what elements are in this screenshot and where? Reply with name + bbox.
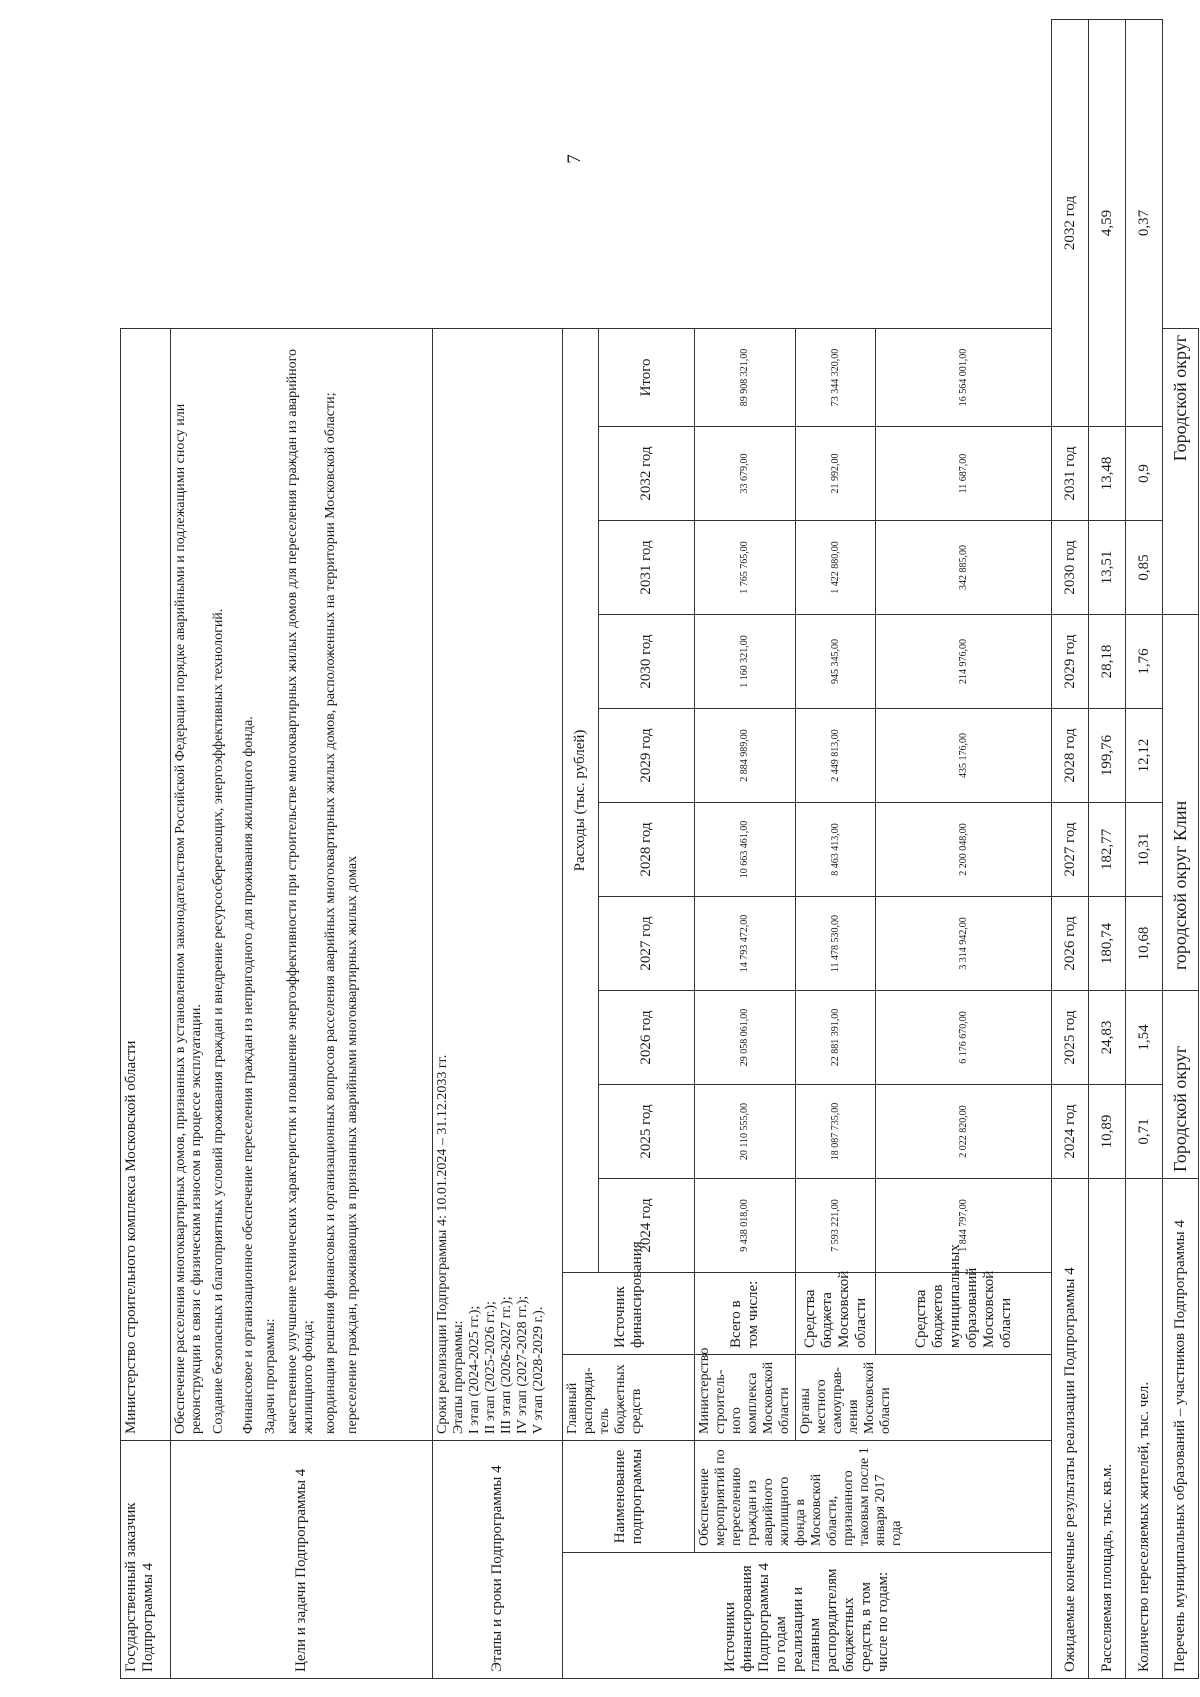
finance-municipal-cell: 435 176,00: [876, 709, 1052, 803]
result-people-cell: 10,31: [1126, 803, 1163, 897]
result-people-cell: 10,68: [1126, 897, 1163, 991]
stage-4: IV этап (2027-2028 гг.);: [515, 1295, 530, 1434]
finance-region-cell: 1 422 880,00: [796, 521, 876, 615]
result-people-cell: 1,76: [1126, 615, 1163, 709]
result-area-cell: 28,18: [1089, 615, 1126, 709]
finance-region-cell: 8 463 413,00: [796, 803, 876, 897]
finance-header-source: Источник финансирования: [563, 1273, 695, 1355]
result-area-cell: 4,59: [1089, 20, 1126, 427]
result-year: 2031 год: [1052, 427, 1089, 521]
finance-region-cell: 22 881 391,00: [796, 991, 876, 1085]
customer-value: Министерство строительного комплекса Московской области: [121, 328, 171, 1440]
finance-source-municipal: Средства бюджетов муниципальных образований Московской области: [876, 1273, 1052, 1355]
result-people-cell: 0,85: [1126, 521, 1163, 615]
stage-2: II этап (2025-2026 гг.);: [483, 1301, 498, 1434]
result-year: 2025 год: [1052, 991, 1089, 1085]
municipalities-label: Перечень муниципальных образований – участников Подпрограммы 4: [1163, 1179, 1199, 1679]
results-label: Ожидаемые конечные результаты реализации Подпрограммы 4: [1052, 1179, 1089, 1679]
people-label: Количество переселяемых жителей, тыс. чел.: [1126, 1179, 1163, 1679]
result-area-cell: 182,77: [1089, 803, 1126, 897]
finance-region-cell: 945 345,00: [796, 615, 876, 709]
year-header: 2031 год: [599, 521, 695, 615]
stage-3: III этап (2026-2027 гг.);: [499, 1296, 514, 1434]
result-people-cell: 12,12: [1126, 709, 1163, 803]
finance-total-cell: 9 438 018,00: [695, 1179, 796, 1273]
result-area-cell: 24,83: [1089, 991, 1126, 1085]
finance-label: Источники финансирования Подпрограммы 4 по годам реализации и главным распорядителям бюджетных средств, в том числе по годам:: [563, 1553, 1052, 1679]
finance-manager-municipal: Органы местного самоуправ-ления Московской области: [796, 1355, 1052, 1441]
finance-region-cell: 11 478 530,00: [796, 897, 876, 991]
finance-region-cell: 73 344 320,00: [796, 328, 876, 426]
page-number: 7: [564, 154, 585, 164]
finance-region-cell: 18 087 735,00: [796, 1085, 876, 1179]
year-header: 2027 год: [599, 897, 695, 991]
intro-p1: Обеспечение расселения многоквартирных домов, признанных в установленном законодательством Российской Федерации порядке аварийными и подлежащими сносу или реконструкции в связи с физическим износом в процессе эксплуатации.: [173, 403, 204, 1434]
year-header: 2029 год: [599, 709, 695, 803]
result-people-cell: 0,37: [1126, 20, 1163, 427]
result-people-cell: 1,54: [1126, 991, 1163, 1085]
finance-municipal-cell: 2 022 820,00: [876, 1085, 1052, 1179]
year-header: 2026 год: [599, 991, 695, 1085]
finance-total-cell: 20 110 555,00: [695, 1085, 796, 1179]
finance-municipal-cell: 16 564 001,00: [876, 328, 1052, 426]
finance-total-cell: 14 793 472,00: [695, 897, 796, 991]
stages-dates: Сроки реализации Подпрограммы 4: 10.01.2024 – 31.12.2033 гг.: [435, 1054, 450, 1434]
finance-municipal-cell: 6 176 670,00: [876, 991, 1052, 1085]
year-header: 2024 год: [599, 1179, 695, 1273]
finance-region-cell: 7 593 221,00: [796, 1179, 876, 1273]
result-year: 2029 год: [1052, 615, 1089, 709]
result-people-cell: 0,71: [1126, 1085, 1163, 1179]
result-area-cell: 13,51: [1089, 521, 1126, 615]
finance-municipal-cell: 2 200 048,00: [876, 803, 1052, 897]
municipality-3: Городской округ: [1163, 328, 1199, 614]
finance-total-cell: 1 160 321,00: [695, 615, 796, 709]
finance-total-cell: 10 663 461,00: [695, 803, 796, 897]
municipality-2: городской округ Клин: [1163, 615, 1199, 991]
year-header: 2030 год: [599, 615, 695, 709]
result-area-cell: 10,89: [1089, 1085, 1126, 1179]
task-1: качественное улучшение технических характеристик и повышение энергоэффективности при строительстве многоквартирных жилых домов для переселения граждан из аварийного жилищного фонда;: [285, 348, 316, 1434]
finance-municipal-cell: 11 687,00: [876, 427, 1052, 521]
goals-label: Цели и задачи Подпрограммы 4: [171, 1441, 433, 1679]
year-header: 2032 год: [599, 427, 695, 521]
result-people-cell: 0,9: [1126, 427, 1163, 521]
result-year: 2024 год: [1052, 1085, 1089, 1179]
result-area-cell: 180,74: [1089, 897, 1126, 991]
stages-content: [433, 328, 563, 1440]
finance-source-region: Средства бюджета Московской области: [796, 1273, 876, 1355]
result-area-cell: 199,76: [1089, 709, 1126, 803]
stages-label: Этапы и сроки Подпрограммы 4: [433, 1441, 563, 1679]
finance-header-manager: Главный распоряди-тель бюджетных средств: [563, 1355, 695, 1441]
finance-municipal-cell: 214 976,00: [876, 615, 1052, 709]
year-header: Итого: [599, 328, 695, 426]
finance-municipal-cell: 3 314 942,00: [876, 897, 1052, 991]
finance-manager-ministry: Министерство строитель-ного комплекса Московской области: [695, 1355, 796, 1441]
stage-1: I этап (2024-2025 гг.);: [467, 1305, 482, 1434]
finance-municipal-cell: 1 844 797,00: [876, 1179, 1052, 1273]
finance-region-cell: 2 449 813,00: [796, 709, 876, 803]
task-3: переселение граждан, проживающих в признанных аварийными многоквартирных жилых домах: [345, 855, 360, 1434]
finance-municipal-cell: 342 885,00: [876, 521, 1052, 615]
municipality-1: Городской округ: [1163, 991, 1199, 1179]
finance-header-expenses: Расходы (тыс. рублей): [563, 328, 599, 1272]
intro-p2: Создание безопасных и благоприятных условий проживания граждан и внедрение ресурсосберегающих, энергоэффективных технологий.: [211, 608, 226, 1434]
result-year: 2030 год: [1052, 521, 1089, 615]
finance-header-name: Наименование подпрограммы: [563, 1441, 695, 1553]
stage-5: V этап (2028-2029 г.).: [531, 1306, 546, 1434]
goal-text: Финансовое и организационное обеспечение переселения граждан из непригодного для проживания жилищного фонда.: [241, 716, 256, 1434]
goals-content: [171, 328, 433, 1440]
finance-total-cell: 1 765 765,00: [695, 521, 796, 615]
finance-total-cell: 2 884 989,00: [695, 709, 796, 803]
program-passport-table: [120, 19, 1199, 1679]
result-year: 2026 год: [1052, 897, 1089, 991]
finance-total-cell: 33 679,00: [695, 427, 796, 521]
tasks-title: Задачи программы:: [263, 1318, 278, 1434]
result-area-cell: 13,48: [1089, 427, 1126, 521]
finance-total-cell: 89 908 321,00: [695, 328, 796, 426]
area-label: Расселяемая площадь, тыс. кв.м.: [1089, 1179, 1126, 1679]
result-year: 2028 год: [1052, 709, 1089, 803]
customer-label: Государственный заказчик Подпрограммы 4: [121, 1441, 171, 1679]
result-year: 2027 год: [1052, 803, 1089, 897]
finance-total-cell: 29 058 061,00: [695, 991, 796, 1085]
finance-source-total: Всего в том числе:: [695, 1273, 796, 1355]
finance-region-cell: 21 992,00: [796, 427, 876, 521]
stages-title: Этапы программы:: [451, 1320, 466, 1434]
year-header: 2028 год: [599, 803, 695, 897]
finance-program-name: Обеспечение мероприятий по переселению граждан из аварийного жилищного фонда в Московской области, признанного таковым после 1 января 2017 года: [695, 1441, 1052, 1553]
task-2: координация решения финансовых и организационных вопросов расселения аварийных многоквартирных жилых домов, расположенных на территории Московской области;: [323, 392, 338, 1434]
result-year: 2032 год: [1052, 20, 1089, 427]
year-header: 2025 год: [599, 1085, 695, 1179]
